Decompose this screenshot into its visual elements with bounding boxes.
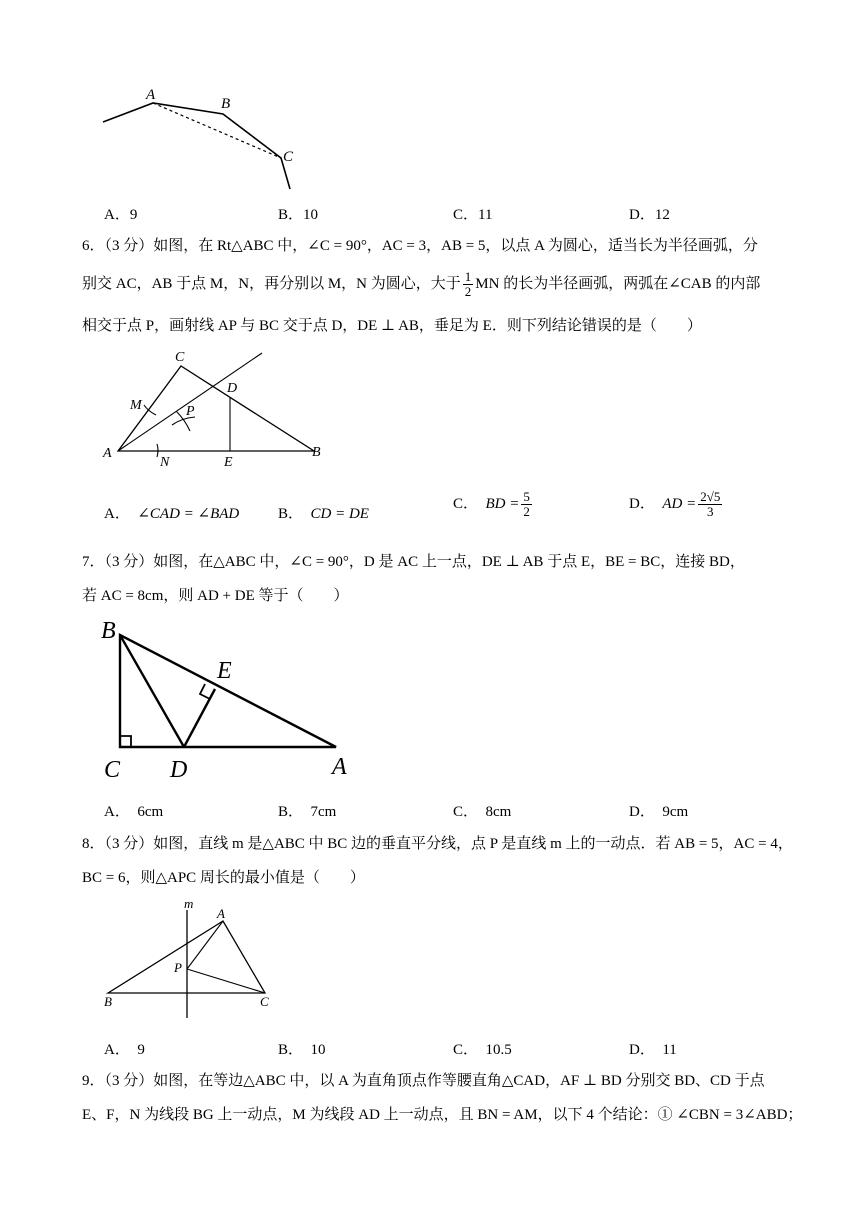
q7-label-b: B — [101, 618, 116, 644]
q8-label-a: A — [217, 906, 225, 921]
q7-right-angle-e — [200, 684, 210, 699]
q7-text-line-2: 若 AC = 8cm，则 AD + DE 等于（ ） — [82, 588, 349, 604]
q6-option-c-fraction: $\frac{5}{2}$ — [523, 489, 530, 519]
q6-figure — [100, 345, 335, 470]
q7-label-c: C — [104, 757, 121, 783]
q5-option-d[interactable]: D．12 — [629, 207, 670, 223]
q6-label-e: E — [224, 455, 233, 470]
q5-option-c[interactable]: C．11 — [453, 207, 493, 223]
q6-option-b[interactable]: B． CD = DE — [278, 506, 369, 522]
q7-option-b[interactable]: B． 7cm — [278, 804, 337, 820]
q6-option-d-fraction: $\frac{2√5}{3}$ — [700, 489, 721, 519]
q8-option-a[interactable]: A． 9 — [104, 1042, 145, 1058]
q8-option-c[interactable]: C． 10.5 — [453, 1042, 512, 1058]
q9-text-line-2: E、F，N 为线段 BG 上一动点，M 为线段 AD 上一动点，且 BN = AM，以下 4 个结论：① ∠CBN = 3∠ABD； — [82, 1107, 803, 1123]
q6-option-c[interactable]: C． BD = $\frac{5}{2}$ — [453, 489, 530, 519]
q5-label-c: C — [283, 149, 294, 165]
q6-text-line-2 — [82, 270, 822, 299]
q6-label-n: N — [160, 455, 170, 470]
q6-label-m: M — [130, 398, 142, 413]
q6-option-a[interactable]: A． ∠CAD = ∠BAD — [104, 506, 240, 522]
q6-text-line-1: 6．（3 分）如图，在 Rt△ABC 中，∠C = 90°，AC = 3，AB = 5，以点 A 为圆心，适当长为半径画弧，分 — [82, 238, 758, 254]
q8-option-d[interactable]: D． 11 — [629, 1042, 677, 1058]
q5-label-a: A — [146, 87, 156, 103]
q8-label-p: P — [174, 960, 182, 975]
q7-label-d: D — [170, 757, 188, 783]
q5-option-b[interactable]: B．10 — [278, 207, 319, 223]
q5-figure — [95, 84, 310, 194]
q6-label-p: P — [186, 404, 195, 419]
q7-segment-de — [184, 689, 215, 747]
q6-option-d[interactable]: D． AD = $\frac{2√5}{3}$ — [629, 489, 721, 519]
q5-dashed-segment — [153, 103, 281, 158]
q6-fraction: $\frac{1}{2}$ — [464, 269, 472, 299]
q5-polyline — [103, 103, 290, 189]
q6-label-a: A — [103, 446, 112, 461]
q6-line2-part-a: 别交 AC，AB 于点 M，N，再分别以 M，N 为圆心，大于 — [82, 275, 461, 292]
q8-text-line-2: BC = 6，则△APC 周长的最小值是（ ） — [82, 870, 365, 886]
q7-figure — [96, 612, 366, 784]
q9-text-line-1: 9．（3 分）如图，在等边△ABC 中，以 A 为直角顶点作等腰直角△CAD，AF ⊥ BD 分别交 BD、CD 于点 — [82, 1073, 765, 1089]
q7-option-a[interactable]: A． 6cm — [104, 804, 164, 820]
q8-label-m: m — [184, 896, 194, 911]
q7-label-e: E — [217, 658, 232, 684]
q8-segment-pa — [187, 921, 223, 969]
q8-label-c: C — [260, 994, 269, 1009]
q6-text-line-3: 相交于点 P，画射线 AP 与 BC 交于点 D，DE ⊥ AB，垂足为 E．则下列结论错误的是（ ） — [82, 318, 702, 334]
q5-option-a[interactable]: A．9 — [104, 207, 138, 223]
q8-text-line-1: 8．（3 分）如图，直线 m 是△ABC 中 BC 边的垂直平分线，点 P 是直线 m 上的一动点．若 AB = 5，AC = 4， — [82, 836, 793, 852]
q6-label-b: B — [312, 445, 321, 460]
q7-label-a: A — [332, 754, 347, 780]
q8-figure — [100, 896, 285, 1021]
q6-line2-part-b: MN 的长为半径画弧，两弧在∠CAB 的内部 — [475, 275, 761, 292]
q8-label-b: B — [104, 994, 112, 1009]
q5-label-b: B — [221, 96, 231, 112]
q6-label-d: D — [227, 381, 238, 396]
q8-option-b[interactable]: B． 10 — [278, 1042, 326, 1058]
q7-option-d[interactable]: D． 9cm — [629, 804, 689, 820]
q7-right-angle-c — [120, 736, 131, 747]
q7-text-line-1: 7．（3 分）如图，在△ABC 中，∠C = 90°，D 是 AC 上一点，DE ⊥ AB 于点 E，BE = BC，连接 BD， — [82, 554, 745, 570]
q6-label-c: C — [175, 350, 185, 365]
q7-option-c[interactable]: C． 8cm — [453, 804, 512, 820]
